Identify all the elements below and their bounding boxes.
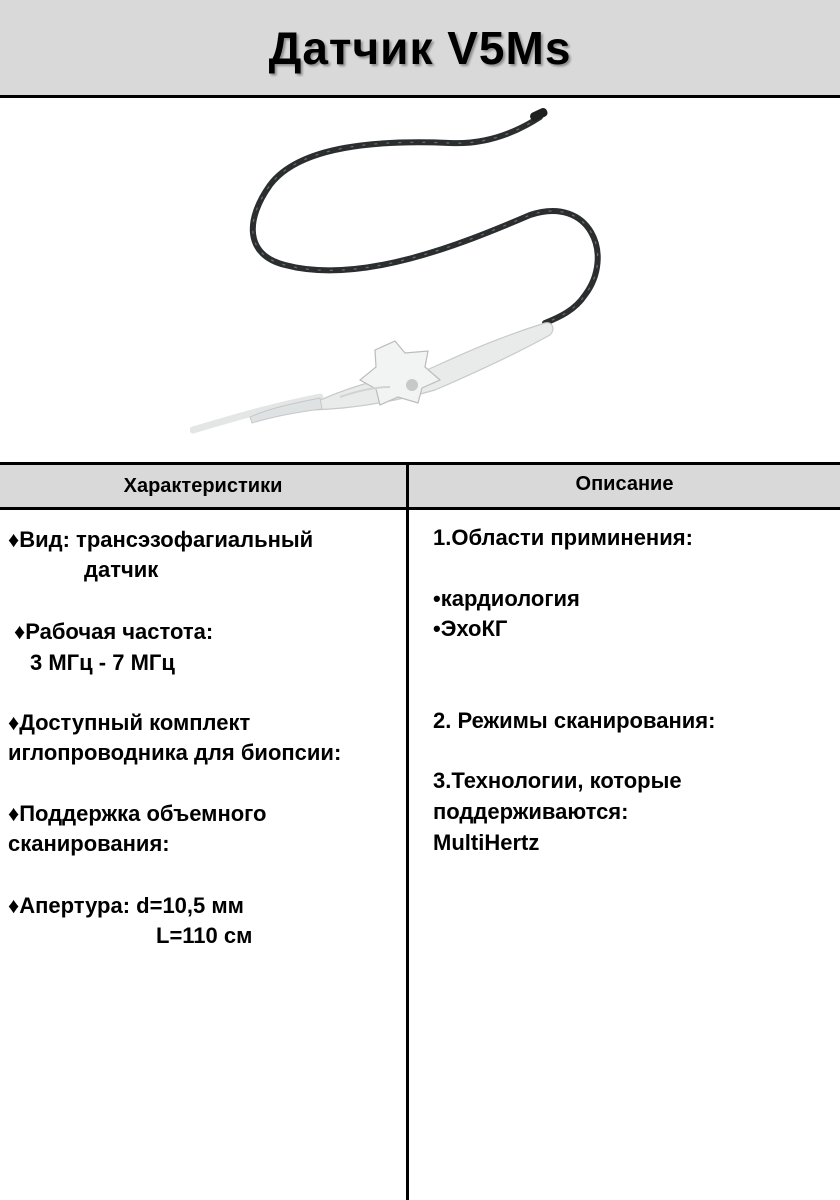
- characteristics-header: Характеристики: [123, 475, 283, 497]
- table-header-row: [0, 462, 840, 510]
- tech-line-2: поддерживаются:: [433, 799, 629, 824]
- aperture-line-1: ♦Апертура: d=10,5 мм: [8, 893, 244, 918]
- biopsy-line-1: ♦Доступный комплект: [8, 710, 251, 735]
- areas-heading: 1.Области приминения:: [433, 525, 693, 550]
- description-header: Описание: [575, 473, 674, 495]
- volume-line-1: ♦Поддержка объемного: [8, 801, 267, 826]
- column-divider: [406, 462, 409, 1200]
- probe-photo: [190, 105, 610, 445]
- type-line-1: ♦Вид: трансэзофагиальный: [8, 527, 314, 552]
- type-line-2: датчик: [84, 557, 159, 582]
- tech-line-1: 3.Технологии, которые: [433, 768, 682, 793]
- frequency-line-2: 3 МГц - 7 МГц: [30, 650, 175, 675]
- modes-heading: 2. Режимы сканирования:: [433, 708, 716, 733]
- aperture-line-2: L=110 см: [156, 923, 253, 948]
- biopsy-line-2: иглопроводника для биопсии:: [8, 740, 342, 765]
- area-item-1: •кардиология: [433, 586, 580, 611]
- area-item-2: •ЭхоКГ: [433, 616, 508, 641]
- tech-value: MultiHertz: [433, 830, 540, 855]
- volume-line-2: сканирования:: [8, 831, 170, 856]
- page-title: Датчик V5Ms: [268, 21, 572, 74]
- title-bar: [0, 0, 840, 98]
- frequency-line-1: ♦Рабочая частота:: [14, 619, 214, 644]
